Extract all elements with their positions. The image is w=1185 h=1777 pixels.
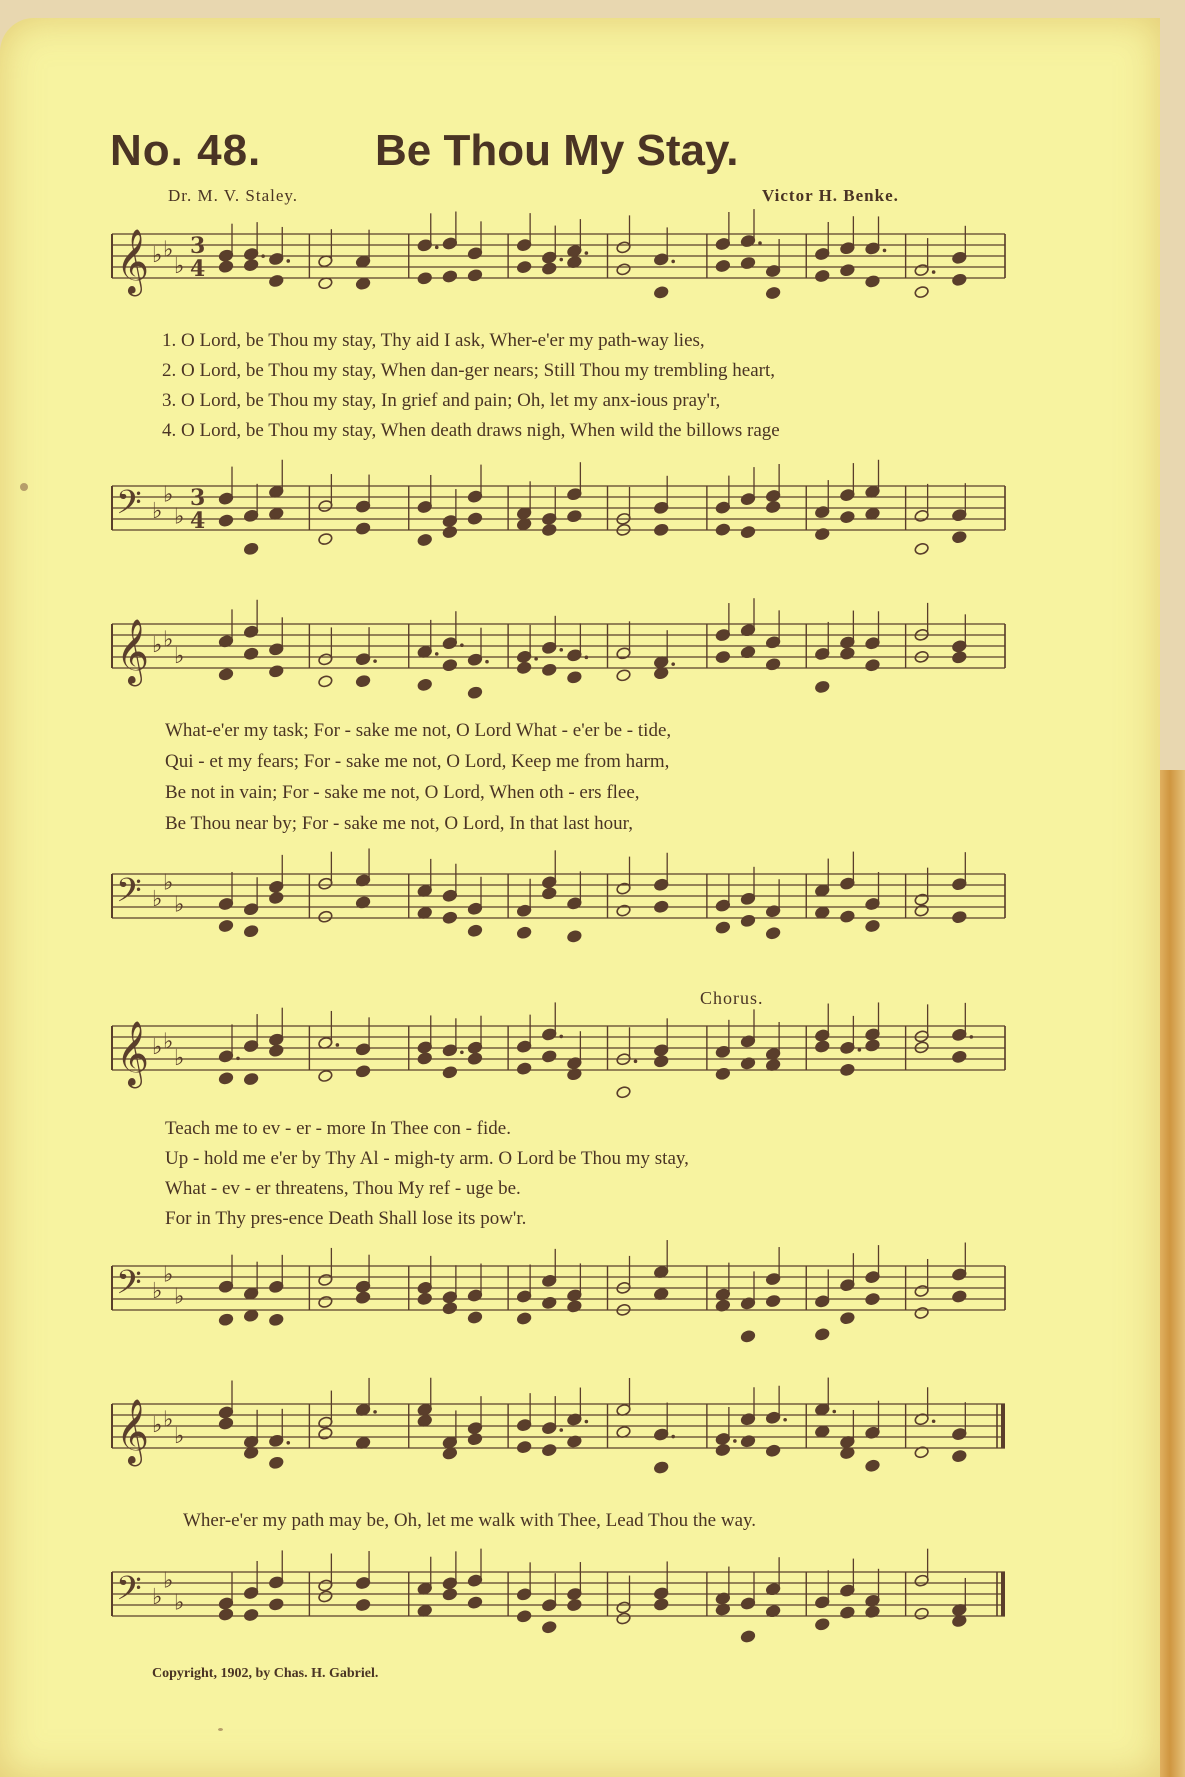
note-head (243, 1608, 258, 1621)
note-head (318, 1295, 333, 1308)
note-head (616, 669, 631, 682)
treble-clef-icon: 𝄞 (116, 619, 150, 684)
dot-mark (671, 1435, 675, 1439)
dot-mark (671, 260, 675, 264)
dot-mark (286, 259, 290, 263)
note-head (218, 260, 233, 273)
treble-clef-icon: 𝄞 (116, 1399, 150, 1464)
note-head (653, 1055, 668, 1068)
note-head (442, 911, 457, 924)
note-head (243, 647, 258, 660)
note-head (567, 930, 582, 943)
note-head (616, 904, 631, 917)
note-head (815, 1040, 830, 1053)
note-head (715, 1443, 730, 1456)
note-head (269, 1456, 284, 1469)
time-signature-top: 3 (190, 485, 206, 511)
paper-speck (20, 483, 28, 491)
dot-mark (373, 1410, 377, 1414)
flat-icon: ♭ (152, 633, 163, 658)
note-head (442, 658, 457, 671)
note-head (815, 1618, 830, 1631)
note-head (865, 1039, 880, 1052)
note-head (243, 1309, 258, 1322)
flat-icon: ♭ (174, 1284, 185, 1310)
note-head (318, 1427, 333, 1440)
note-head (865, 919, 880, 932)
dot-mark (783, 1418, 787, 1422)
note-head (653, 286, 668, 299)
note-head (952, 273, 967, 286)
flat-icon: ♭ (174, 1046, 185, 1071)
verse-line-2-1: What-e'er my task; For - sake me not, O Lord What - e'er be - tide, (165, 720, 672, 741)
note-head (516, 1312, 531, 1325)
note-head (542, 523, 557, 536)
note-head (914, 285, 929, 298)
verse-line-1-2: 2. O Lord, be Thou my stay, When dan-ger nears; Still Thou my trembling heart, (162, 360, 775, 381)
dot-mark (435, 246, 439, 250)
note-head (616, 1612, 631, 1625)
note-head (715, 1067, 730, 1080)
note-head (865, 1459, 880, 1472)
note-head (218, 919, 233, 932)
note-head (516, 1062, 531, 1075)
adjacent-page-edge (1160, 770, 1185, 1777)
dot-mark (261, 254, 265, 258)
note-head (355, 1065, 370, 1078)
note-head (442, 525, 457, 538)
note-head (865, 275, 880, 288)
dot-mark (460, 643, 464, 647)
note-head (417, 1052, 432, 1065)
note-head (542, 1443, 557, 1456)
bass-staff-4 (0, 1556, 1160, 1646)
note-head (952, 651, 967, 664)
note-head (516, 1610, 531, 1623)
flat-icon: ♭ (163, 1029, 174, 1055)
note-head (417, 678, 432, 691)
note-head (567, 1300, 582, 1313)
note-head (542, 663, 557, 676)
note-head (218, 668, 233, 681)
dot-mark (236, 1057, 240, 1061)
note-head (815, 1425, 830, 1438)
note-head (840, 510, 855, 523)
note-head (355, 1291, 370, 1304)
note-head (840, 1063, 855, 1076)
treble-staff-1 (0, 218, 1160, 308)
note-head (765, 658, 780, 671)
note-head (815, 1328, 830, 1341)
note-head (417, 533, 432, 546)
note-head (542, 1296, 557, 1309)
note-head (442, 1066, 457, 1079)
note-head (243, 258, 258, 271)
note-head (269, 665, 284, 678)
verse-line-1-3: 3. O Lord, be Thou my stay, In grief and pain; Oh, let my anx-ious pray'r, (162, 390, 721, 411)
flat-icon: ♭ (163, 870, 174, 896)
note-head (269, 891, 284, 904)
verse-line-3-3: What - ev - er threatens, Thou My ref - uge be. (165, 1178, 521, 1199)
note-head (442, 270, 457, 283)
note-head (765, 1294, 780, 1307)
note-head (467, 1596, 482, 1609)
treble-staff-4 (0, 1388, 1160, 1478)
note-head (442, 1447, 457, 1460)
note-head (318, 1069, 333, 1082)
note-head (355, 674, 370, 687)
dot-mark (585, 1420, 589, 1424)
time-signature-top: 3 (190, 233, 206, 259)
note-head (952, 1050, 967, 1063)
bass-clef-icon: 𝄢 (116, 484, 142, 530)
bass-clef-icon: 𝄢 (116, 1570, 142, 1616)
dot-mark (585, 656, 589, 660)
note-head (318, 675, 333, 688)
note-head (269, 1598, 284, 1611)
note-head (355, 277, 370, 290)
composer-credit: Victor H. Benke. (762, 186, 899, 205)
note-head (653, 900, 668, 913)
dot-mark (460, 1050, 464, 1054)
note-head (218, 1072, 233, 1085)
note-head (542, 887, 557, 900)
bass-clef-icon: 𝄢 (116, 872, 142, 918)
flat-icon: ♭ (163, 1568, 174, 1594)
flat-icon: ♭ (152, 499, 163, 524)
dot-mark (671, 662, 675, 666)
flat-icon: ♭ (163, 627, 174, 653)
note-head (715, 523, 730, 536)
note-head (740, 1630, 755, 1643)
dot-mark (970, 1035, 974, 1039)
note-head (740, 914, 755, 927)
note-head (715, 259, 730, 272)
note-head (269, 1313, 284, 1326)
note-head (653, 1598, 668, 1611)
note-head (542, 262, 557, 275)
note-head (442, 1588, 457, 1601)
note-head (865, 1292, 880, 1305)
dot-mark (485, 660, 489, 664)
note-head (815, 269, 830, 282)
note-head (653, 1461, 668, 1474)
dot-mark (286, 1441, 290, 1445)
note-head (840, 647, 855, 660)
note-head (765, 927, 780, 940)
note-head (715, 650, 730, 663)
dot-mark (758, 241, 762, 245)
note-head (567, 1598, 582, 1611)
note-head (243, 924, 258, 937)
note-head (218, 1313, 233, 1326)
note-head (467, 1311, 482, 1324)
note-head (840, 263, 855, 276)
note-head (467, 1432, 482, 1445)
verse-line-3-2: Up - hold me e'er by Thy Al - migh-ty arm. O Lord be Thou my stay, (165, 1148, 689, 1169)
note-head (542, 1050, 557, 1063)
dot-mark (336, 1043, 340, 1047)
note-head (914, 542, 929, 555)
note-head (765, 286, 780, 299)
note-head (567, 671, 582, 684)
note-head (914, 1306, 929, 1319)
bass-staff-3 (0, 1250, 1160, 1340)
note-head (952, 1449, 967, 1462)
flat-icon: ♭ (163, 237, 174, 263)
note-head (952, 910, 967, 923)
flat-icon: ♭ (174, 1424, 185, 1449)
note-head (218, 514, 233, 527)
note-head (840, 1606, 855, 1619)
verse-line-3-1: Teach me to ev - er - more In Thee con - fide. (165, 1118, 511, 1139)
note-head (467, 1052, 482, 1065)
note-head (218, 1608, 233, 1621)
bass-staff-2 (0, 858, 1160, 948)
note-head (516, 661, 531, 674)
note-head (318, 910, 333, 923)
flat-icon: ♭ (174, 644, 185, 669)
dot-mark (435, 652, 439, 656)
note-head (715, 921, 730, 934)
note-head (740, 525, 755, 538)
note-head (467, 924, 482, 937)
flat-icon: ♭ (152, 1279, 163, 1304)
treble-staff-2 (0, 608, 1160, 698)
dot-mark (559, 258, 563, 262)
note-head (840, 910, 855, 923)
note-head (516, 1440, 531, 1453)
treble-clef-icon: 𝄞 (116, 229, 150, 294)
note-head (218, 1417, 233, 1430)
note-head (318, 532, 333, 545)
time-signature-bottom: 4 (190, 256, 206, 282)
time-signature-bottom: 4 (190, 508, 206, 534)
verse-line-2-4: Be Thou near by; For - sake me not, O Lord, In that last hour, (165, 813, 633, 834)
note-head (542, 1620, 557, 1633)
flat-icon: ♭ (152, 1413, 163, 1438)
flat-icon: ♭ (174, 892, 185, 918)
note-head (952, 1290, 967, 1303)
flat-icon: ♭ (163, 1407, 174, 1433)
dot-mark (585, 251, 589, 255)
lyricist-credit: Dr. M. V. Staley. (168, 186, 299, 205)
flat-icon: ♭ (174, 1590, 185, 1616)
note-head (653, 523, 668, 536)
treble-staff-3 (0, 1010, 1160, 1100)
hymn-title: Be Thou My Stay. (375, 126, 739, 175)
note-head (765, 500, 780, 513)
note-head (516, 260, 531, 273)
dot-mark (534, 657, 538, 661)
note-head (740, 256, 755, 269)
note-head (243, 1072, 258, 1085)
note-head (355, 522, 370, 535)
dot-mark (733, 1439, 737, 1443)
dot-mark (932, 270, 936, 274)
note-head (318, 1590, 333, 1603)
dot-mark (559, 648, 563, 652)
verse-line-2-3: Be not in vain; For - sake me not, O Lord, When oth - ers flee, (165, 782, 640, 803)
dot-mark (932, 1419, 936, 1423)
note-head (865, 659, 880, 672)
dot-mark (373, 659, 377, 663)
flat-icon: ♭ (174, 254, 185, 279)
dot-mark (832, 1410, 836, 1414)
treble-clef-icon: 𝄞 (116, 1021, 150, 1086)
note-head (442, 1302, 457, 1315)
flat-icon: ♭ (152, 1035, 163, 1060)
note-head (417, 272, 432, 285)
note-head (243, 542, 258, 555)
note-head (616, 263, 631, 276)
note-head (765, 1444, 780, 1457)
note-head (815, 680, 830, 693)
note-head (840, 1311, 855, 1324)
note-head (952, 530, 967, 543)
verse-line-1-1: 1. O Lord, be Thou my stay, Thy aid I ask, Wher-e'er my path-way lies, (162, 330, 705, 351)
note-head (914, 904, 929, 917)
flat-icon: ♭ (152, 1585, 163, 1610)
note-head (355, 1598, 370, 1611)
flat-icon: ♭ (152, 887, 163, 912)
note-head (616, 1086, 631, 1099)
note-head (567, 509, 582, 522)
hymn-number: No. 48. (110, 126, 262, 175)
note-head (269, 1044, 284, 1057)
note-head (815, 906, 830, 919)
note-head (417, 1292, 432, 1305)
dot-mark (634, 1059, 638, 1063)
note-head (740, 1330, 755, 1343)
dot-mark (559, 1035, 563, 1039)
verse-line-4-1: Wher-e'er my path may be, Oh, let me walk with Thee, Lead Thou the way. (183, 1510, 757, 1531)
paper-speck (218, 1728, 223, 1731)
chorus-label: Chorus. (700, 988, 764, 1008)
dot-mark (883, 249, 887, 253)
flat-icon: ♭ (152, 243, 163, 268)
flat-icon: ♭ (174, 504, 185, 530)
hymn-page (0, 18, 1160, 1777)
note-head (467, 269, 482, 282)
copyright-notice: Copyright, 1902, by Chas. H. Gabriel. (152, 1666, 379, 1681)
flat-icon: ♭ (163, 1262, 174, 1288)
verse-line-2-2: Qui - et my fears; For - sake me not, O Lord, Keep me from harm, (165, 751, 670, 772)
note-head (914, 1607, 929, 1620)
note-head (516, 926, 531, 939)
dot-mark (858, 1048, 862, 1052)
note-head (269, 274, 284, 287)
verse-line-3-4: For in Thy pres-ence Death Shall lose its pow'r. (165, 1208, 527, 1229)
flat-icon: ♭ (163, 482, 174, 508)
verse-line-1-4: 4. O Lord, be Thou my stay, When death draws nigh, When wild the billows rage (162, 420, 780, 441)
bass-clef-icon: 𝄢 (116, 1264, 142, 1310)
bass-staff-1 (0, 470, 1160, 560)
note-head (467, 686, 482, 699)
note-head (467, 512, 482, 525)
dot-mark (559, 1428, 563, 1432)
